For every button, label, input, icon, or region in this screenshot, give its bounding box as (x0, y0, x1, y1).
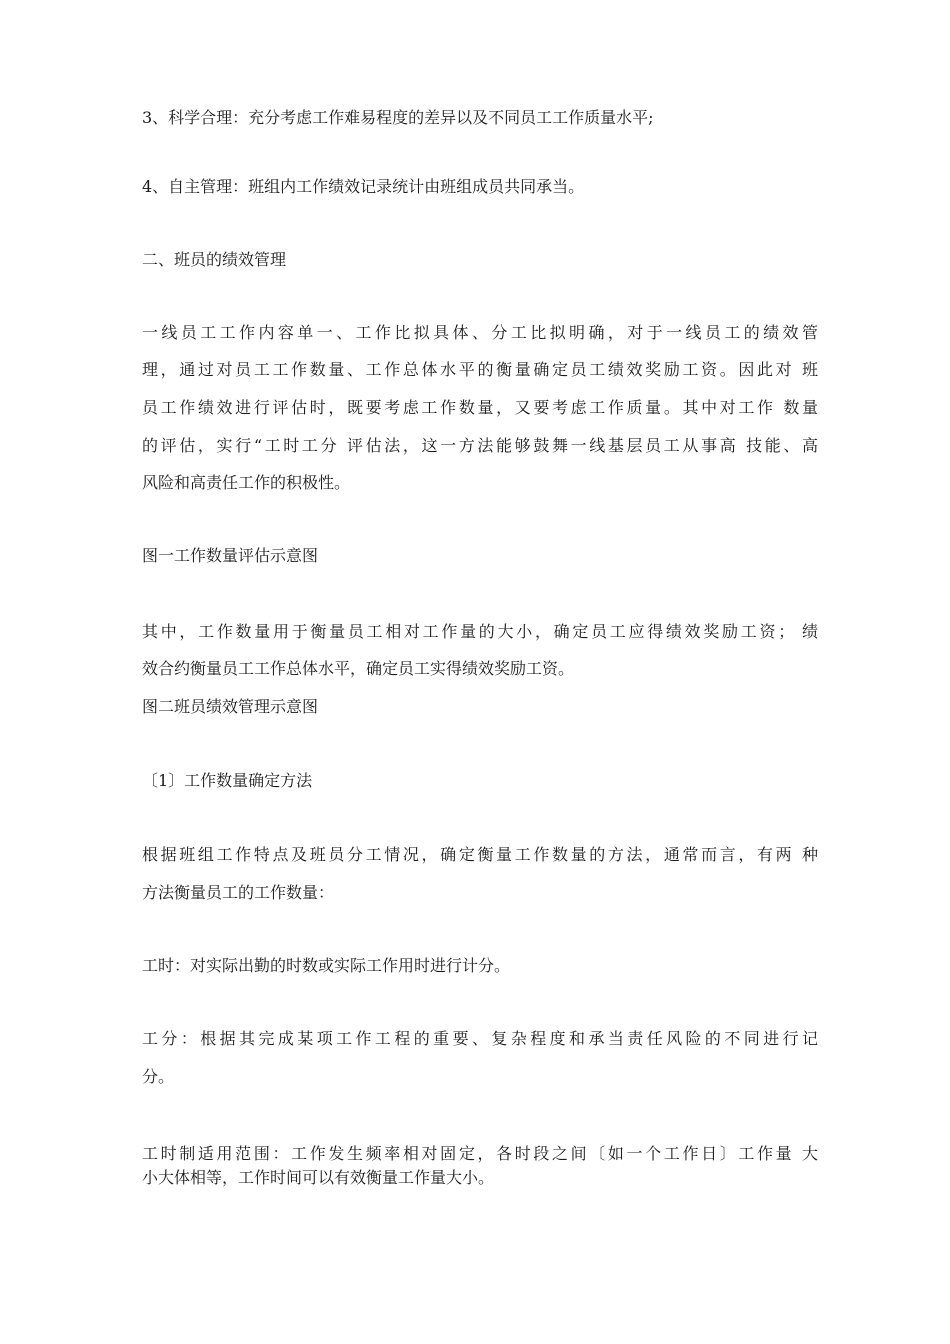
paragraph-line: 根据班组工作特点及班员分工情况，确定衡量工作数量的方法，通常而言，有两 种 (142, 845, 818, 864)
principle-3: 3、科学合理：充分考虑工作难易程度的差异以及不同员工工作质量水平; (142, 108, 654, 127)
paragraph-line: 其中，工作数量用于衡量员工相对工作量的大小，确定员工应得绩效奖励工资； 绩 (142, 622, 818, 641)
definition-points: 工分：根据其完成某项工作工程的重要、复杂程度和承当责任风险的不同进行记 (142, 1029, 818, 1048)
section-heading: 二、班员的绩效管理 (142, 250, 287, 269)
principle-4: 4、自主管理：班组内工作绩效记录统计由班组成员共同承当。 (142, 177, 585, 196)
paragraph-line: 员工作绩效进行评估时，既要考虑工作数量，又要考虑工作质量。其中对工作 数量 (142, 398, 818, 417)
figure-caption-2: 图二班员绩效管理示意图 (142, 697, 319, 716)
paragraph-line: 小大体相等，工作时间可以有效衡量工作量大小。 (142, 1168, 495, 1187)
definition-hours: 工时：对实际出勤的时数或实际工作用时进行计分。 (142, 956, 511, 975)
figure-caption-1: 图一工作数量评估示意图 (142, 546, 319, 565)
paragraph-line: 工时制适用范围：工作发生频率相对固定，各时段之间〔如一个工作日〕工作量 大 (142, 1144, 818, 1163)
paragraph-line: 的评估，实行“工时工分 评估法，这一方法能够鼓舞一线基层员工从事高 技能、高 (142, 436, 818, 455)
paragraph-line: 风险和高责任工作的积极性。 (142, 473, 351, 492)
paragraph-line: 效合约衡量员工工作总体水平，确定员工实得绩效奖励工资。 (142, 659, 575, 678)
paragraph-line: 一线员工工作内容单一、工作比拟具体、分工比拟明确，对于一线员工的绩效管 (142, 323, 818, 342)
paragraph-line: 分。 (142, 1067, 175, 1086)
paragraph-line: 理，通过对员工工作数量、工作总体水平的衡量确定员工绩效奖励工资。因此对 班 (142, 360, 818, 379)
paragraph-line: 方法衡量员工的工作数量： (142, 883, 335, 902)
subsection-heading: 〔1〕工作数量确定方法 (142, 771, 313, 790)
